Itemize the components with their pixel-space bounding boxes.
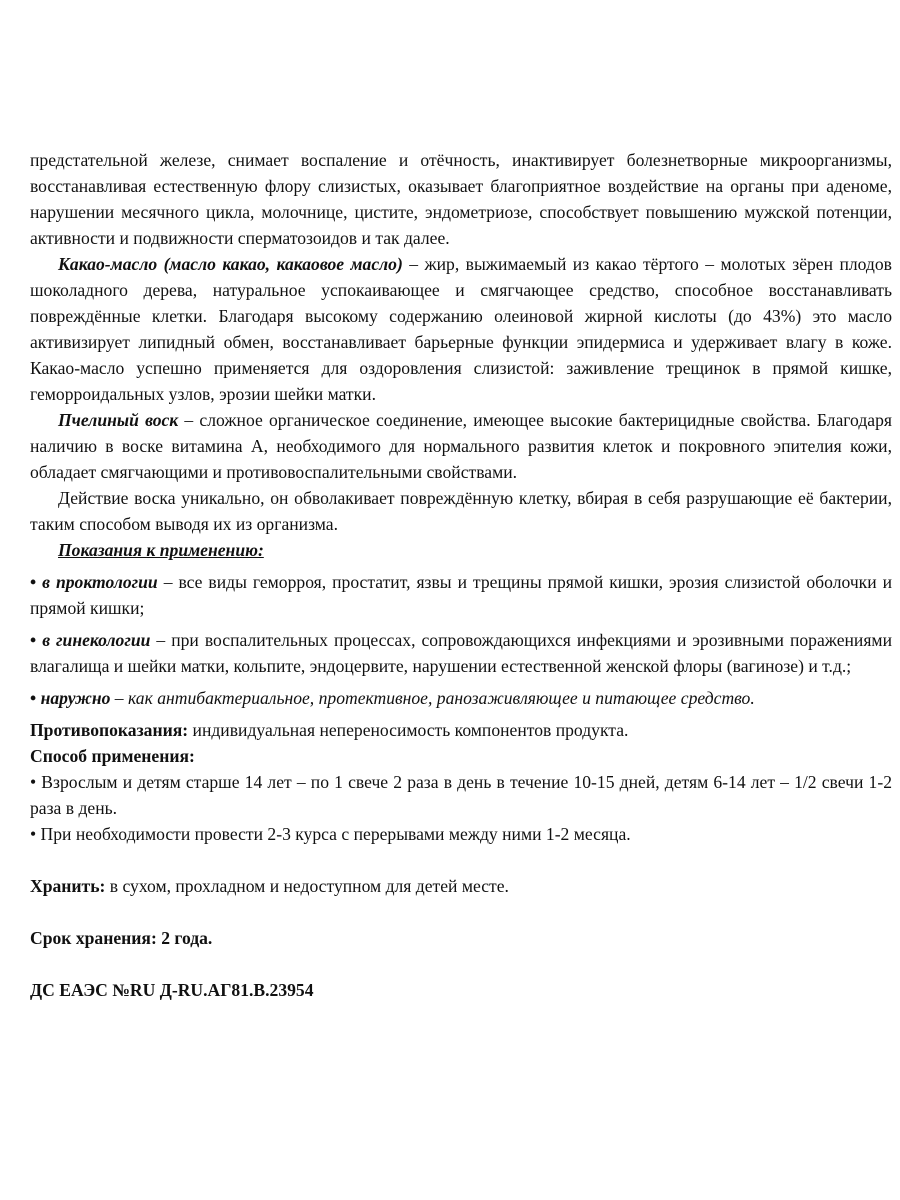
bullet: • xyxy=(30,572,37,592)
beeswax-action-paragraph: Действие воска уникально, он обволакивает повреждённую клетку, вбирая в себя разрушающие её бактерии, таким способом выводя их из организма. xyxy=(30,488,892,534)
contraindications-label: Противопоказания: xyxy=(30,720,189,740)
cocoa-term: Какао-масло (масло какао, какаовое масло) xyxy=(58,254,403,274)
usage-line-1: • Взрослым и детям старше 14 лет – по 1 свече 2 раза в день в течение 10-15 дней, детям 6-14 лет – 1/2 свечи 1-2 раза в день. xyxy=(30,772,892,818)
storage-label: Хранить: xyxy=(30,876,106,896)
indication-label: наружно xyxy=(40,688,111,708)
usage-heading: Способ применения: xyxy=(30,746,195,766)
shelf-life: Срок хранения: 2 года. xyxy=(30,928,213,948)
spacer xyxy=(30,847,892,873)
bullet: • xyxy=(30,688,37,708)
indication-item-external xyxy=(30,685,892,711)
contraindications-text: индивидуальная непереносимость компонентов продукта. xyxy=(188,720,629,740)
indication-item-proctology xyxy=(30,569,892,621)
contraindications-line xyxy=(30,717,892,743)
beeswax-term: Пчелиный воск xyxy=(58,410,179,430)
spacer xyxy=(30,899,892,925)
indication-item-gynecology xyxy=(30,627,892,679)
indication-text: – как антибактериальное, протективное, ранозаживляющее и питающее средство. xyxy=(110,688,755,708)
bullet: • xyxy=(30,630,37,650)
certificate-number: ДС ЕАЭС №RU Д-RU.АГ81.В.23954 xyxy=(30,980,314,1000)
document-body xyxy=(30,147,892,1003)
spacer xyxy=(30,951,892,977)
cocoa-text: – жир, выжимаемый из какао тёртого – молотых зёрен плодов шоколадного дерева, натуральное успокаивающее и смягчающее средство, способное восстанавливать повреждённые клетки. Благодаря высокому содержанию олеиновой жирной кислоты (до 43%) это масло активизирует липидный обмен, восстанавливает барьерные функции эпидермиса и удерживает влагу в коже. Какао-масло успешно применяется для оздоровления слизистой: заживление трещинок в прямой кишке, геморроидальных узлов, эрозии шейки матки. xyxy=(30,254,892,404)
beeswax-paragraph xyxy=(30,407,892,485)
indication-text: – все виды геморроя, простатит, язвы и трещины прямой кишки, эрозия слизистой оболочки и прямой кишки; xyxy=(30,572,892,618)
indications-heading: Показания к применению: xyxy=(58,540,264,560)
indication-label: в гинекологии xyxy=(42,630,151,650)
indication-label: в проктологии xyxy=(42,572,158,592)
cocoa-paragraph xyxy=(30,251,892,407)
storage-text: в сухом, прохладном и недоступном для детей месте. xyxy=(105,876,509,896)
intro-paragraph: предстательной железе, снимает воспаление и отёчность, инактивирует болезнетворные микроорганизмы, восстанавливая естественную флору слизистых, оказывает благоприятное воздействие на органы при аденоме, нарушении месячного цикла, молочнице, цистите, эндометриозе, способствует повышению мужской потенции, активности и подвижности сперматозоидов и так далее. xyxy=(30,150,892,248)
indication-text: – при воспалительных процессах, сопровождающихся инфекциями и эрозивными поражениями влагалища и шейки матки, кольпите, эндоцервите, нарушении естественной женской флоры (вагинозе) и т.д.; xyxy=(30,630,892,676)
usage-line-2: • При необходимости провести 2-3 курса с перерывами между ними 1-2 месяца. xyxy=(30,824,631,844)
storage-line xyxy=(30,873,892,899)
beeswax-text: – сложное органическое соединение, имеющее высокие бактерицидные свойства. Благодаря наличию в воске витамина А, необходимого для нормального развития клеток и покровного эпителия кожи, обладает смягчающими и противовоспалительными свойствами. xyxy=(30,410,892,482)
